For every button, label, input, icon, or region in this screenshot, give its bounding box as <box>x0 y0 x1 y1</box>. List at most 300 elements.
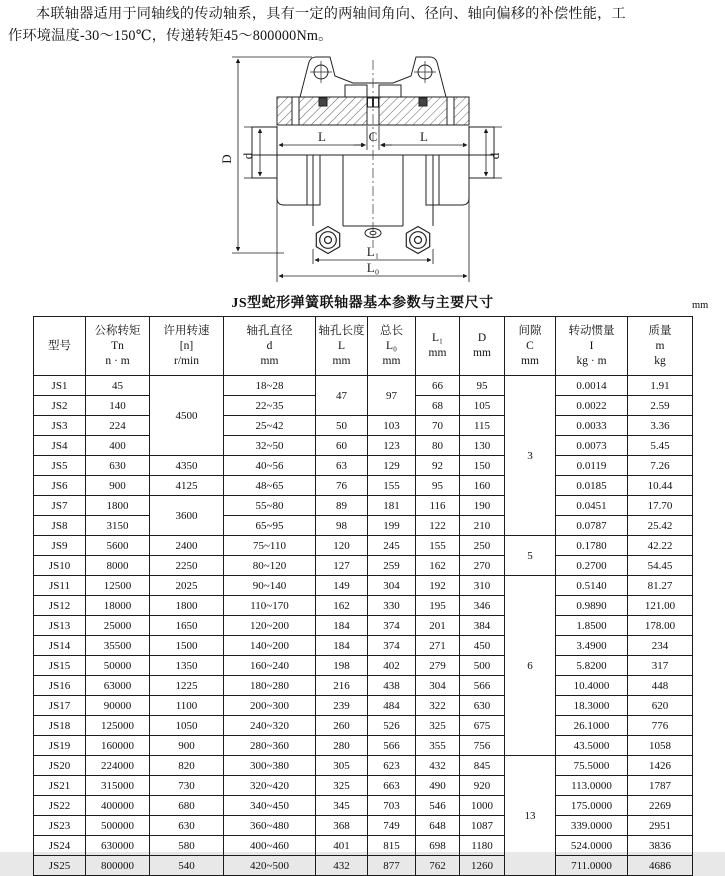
cell-model: JS17 <box>34 696 86 716</box>
cell-m: 448 <box>628 676 693 696</box>
cell-model: JS5 <box>34 456 86 476</box>
cell-n: 1800 <box>150 596 224 616</box>
col-header-model: 型号 <box>34 317 86 376</box>
cell-L: 305 <box>316 756 368 776</box>
cell-L: 47 <box>316 376 368 416</box>
dim-label-L-right: L <box>420 129 428 144</box>
cell-d: 110~170 <box>224 596 316 616</box>
cell-model: JS11 <box>34 576 86 596</box>
cell-m: 17.70 <box>628 496 693 516</box>
dim-label-D: D <box>219 154 234 164</box>
cell-model: JS22 <box>34 796 86 816</box>
cell-L1: 762 <box>416 856 460 876</box>
table-row <box>34 776 693 796</box>
cell-tn: 25000 <box>86 616 150 636</box>
table-row <box>34 616 693 636</box>
cell-d: 55~80 <box>224 496 316 516</box>
table-row <box>34 656 693 676</box>
cell-L1: 80 <box>416 436 460 456</box>
cell-n: 730 <box>150 776 224 796</box>
cell-n: 820 <box>150 756 224 776</box>
table-row <box>34 736 693 756</box>
cell-L1: 192 <box>416 576 460 596</box>
cell-tn: 1800 <box>86 496 150 516</box>
col-header-bore-len: 轴孔长度 L mm <box>316 317 368 376</box>
cell-m: 1787 <box>628 776 693 796</box>
cell-L0: 623 <box>368 756 416 776</box>
cell-L0: 97 <box>368 376 416 416</box>
table-row <box>34 676 693 696</box>
cell-I: 0.0451 <box>556 496 628 516</box>
table-row <box>34 416 693 436</box>
cell-m: 54.45 <box>628 556 693 576</box>
cell-I: 0.0185 <box>556 476 628 496</box>
cell-m: 7.26 <box>628 456 693 476</box>
cell-d: 280~360 <box>224 736 316 756</box>
cell-n: 3600 <box>150 496 224 536</box>
cell-m: 42.22 <box>628 536 693 556</box>
cell-m: 620 <box>628 696 693 716</box>
cell-tn: 224000 <box>86 756 150 776</box>
cell-I: 75.5000 <box>556 756 628 776</box>
table-row <box>34 476 693 496</box>
dim-label-L-left: L <box>318 129 326 144</box>
col-header-total-len: 总长 L₀ mm <box>368 317 416 376</box>
cell-m: 776 <box>628 716 693 736</box>
cell-tn: 400000 <box>86 796 150 816</box>
table-row <box>34 596 693 616</box>
cell-model: JS19 <box>34 736 86 756</box>
cell-tn: 12500 <box>86 576 150 596</box>
cell-m: 2269 <box>628 796 693 816</box>
cell-tn: 400 <box>86 436 150 456</box>
table-row <box>34 716 693 736</box>
cell-n: 1225 <box>150 676 224 696</box>
col-header-speed: 许用转速 [n] r/min <box>150 317 224 376</box>
cell-tn: 3150 <box>86 516 150 536</box>
table-row <box>34 836 693 856</box>
cell-L0: 129 <box>368 456 416 476</box>
cell-model: JS21 <box>34 776 86 796</box>
cell-D: 190 <box>460 496 505 516</box>
cell-I: 0.2700 <box>556 556 628 576</box>
cell-I: 0.5140 <box>556 576 628 596</box>
cell-I: 43.5000 <box>556 736 628 756</box>
cell-I: 0.0033 <box>556 416 628 436</box>
cell-tn: 90000 <box>86 696 150 716</box>
cell-D: 384 <box>460 616 505 636</box>
cell-L: 280 <box>316 736 368 756</box>
cell-L: 184 <box>316 636 368 656</box>
cell-D: 210 <box>460 516 505 536</box>
cell-I: 711.0000 <box>556 856 628 876</box>
cell-D: 500 <box>460 656 505 676</box>
cell-tn: 800000 <box>86 856 150 876</box>
cell-model: JS2 <box>34 396 86 416</box>
dim-label-L0: L₀ <box>366 260 380 275</box>
cell-tn: 630 <box>86 456 150 476</box>
cell-I: 0.0073 <box>556 436 628 456</box>
dim-label-d-left: d <box>240 152 255 160</box>
seal-right <box>419 98 427 106</box>
cell-I: 1.8500 <box>556 616 628 636</box>
cell-L1: 70 <box>416 416 460 436</box>
intro-line-2: 作环境温度-30～150℃，传递转矩45～800000Nm。 <box>8 27 333 44</box>
cell-d: 25~42 <box>224 416 316 436</box>
shaft-left <box>252 127 277 178</box>
cell-D: 450 <box>460 636 505 656</box>
col-header-inertia: 转动惯量 I kg · m <box>556 317 628 376</box>
cell-model: JS12 <box>34 596 86 616</box>
cell-L1: 66 <box>416 376 460 396</box>
bolt-right <box>406 227 429 254</box>
cell-n: 630 <box>150 816 224 836</box>
col-header-bore-dia: 轴孔直径 d mm <box>224 317 316 376</box>
cell-D: 160 <box>460 476 505 496</box>
cell-model: JS8 <box>34 516 86 536</box>
cell-D: 675 <box>460 716 505 736</box>
cell-L: 345 <box>316 796 368 816</box>
cell-m: 1058 <box>628 736 693 756</box>
shaft-right <box>469 127 494 178</box>
cell-tn: 630000 <box>86 836 150 856</box>
bolt-left <box>316 227 339 254</box>
cell-L1: 95 <box>416 476 460 496</box>
cell-model: JS9 <box>34 536 86 556</box>
table-row <box>34 376 693 396</box>
cell-D: 630 <box>460 696 505 716</box>
table-row <box>34 816 693 836</box>
cell-C: 6 <box>505 576 556 756</box>
cell-m: 178.00 <box>628 616 693 636</box>
cell-d: 120~200 <box>224 616 316 636</box>
cell-L0: 566 <box>368 736 416 756</box>
table-row <box>34 456 693 476</box>
cell-model: JS15 <box>34 656 86 676</box>
cell-L: 76 <box>316 476 368 496</box>
intro-paragraph <box>8 4 718 47</box>
cell-n: 2025 <box>150 576 224 596</box>
cell-I: 0.0014 <box>556 376 628 396</box>
cell-m: 4686 <box>628 856 693 876</box>
table-row <box>34 516 693 536</box>
cell-L0: 374 <box>368 636 416 656</box>
cell-m: 81.27 <box>628 576 693 596</box>
table-row <box>34 796 693 816</box>
cell-model: JS3 <box>34 416 86 436</box>
cell-I: 113.0000 <box>556 776 628 796</box>
cell-L0: 438 <box>368 676 416 696</box>
cell-m: 1426 <box>628 756 693 776</box>
unit-note: mm <box>692 300 709 311</box>
cell-tn: 8000 <box>86 556 150 576</box>
cell-model: JS4 <box>34 436 86 456</box>
cell-n: 540 <box>150 856 224 876</box>
cell-model: JS1 <box>34 376 86 396</box>
cell-L1: 116 <box>416 496 460 516</box>
cell-D: 1087 <box>460 816 505 836</box>
dim-label-L1: L₁ <box>366 244 380 259</box>
col-header-torque: 公称转矩 Tn n · m <box>86 317 150 376</box>
cell-L: 50 <box>316 416 368 436</box>
table-row <box>34 696 693 716</box>
cell-d: 75~110 <box>224 536 316 556</box>
cell-L0: 815 <box>368 836 416 856</box>
cell-model: JS13 <box>34 616 86 636</box>
cell-I: 0.0119 <box>556 456 628 476</box>
cell-D: 1000 <box>460 796 505 816</box>
cell-L: 63 <box>316 456 368 476</box>
table-row <box>34 576 693 596</box>
cell-m: 2.59 <box>628 396 693 416</box>
cell-n: 900 <box>150 736 224 756</box>
cell-D: 346 <box>460 596 505 616</box>
cell-n: 1650 <box>150 616 224 636</box>
cell-L0: 330 <box>368 596 416 616</box>
cell-tn: 900 <box>86 476 150 496</box>
cell-L: 98 <box>316 516 368 536</box>
cell-L1: 304 <box>416 676 460 696</box>
table-row <box>34 636 693 656</box>
cell-m: 3836 <box>628 836 693 856</box>
cell-tn: 63000 <box>86 676 150 696</box>
cell-L1: 92 <box>416 456 460 476</box>
cell-d: 360~480 <box>224 816 316 836</box>
cell-I: 524.0000 <box>556 836 628 856</box>
cell-tn: 35500 <box>86 636 150 656</box>
cell-L0: 181 <box>368 496 416 516</box>
cell-L0: 877 <box>368 856 416 876</box>
cell-L1: 271 <box>416 636 460 656</box>
cell-L0: 526 <box>368 716 416 736</box>
cell-d: 200~300 <box>224 696 316 716</box>
cell-n: 1350 <box>150 656 224 676</box>
cell-d: 320~420 <box>224 776 316 796</box>
cell-L1: 698 <box>416 836 460 856</box>
table-row <box>34 756 693 776</box>
cell-L0: 259 <box>368 556 416 576</box>
cell-model: JS16 <box>34 676 86 696</box>
cell-d: 65~95 <box>224 516 316 536</box>
cell-L0: 402 <box>368 656 416 676</box>
cell-tn: 125000 <box>86 716 150 736</box>
cell-tn: 315000 <box>86 776 150 796</box>
cell-D: 845 <box>460 756 505 776</box>
cell-tn: 500000 <box>86 816 150 836</box>
table-row <box>34 436 693 456</box>
cell-model: JS10 <box>34 556 86 576</box>
cell-D: 95 <box>460 376 505 396</box>
cell-tn: 5600 <box>86 536 150 556</box>
cell-model: JS7 <box>34 496 86 516</box>
cell-tn: 50000 <box>86 656 150 676</box>
cell-L1: 195 <box>416 596 460 616</box>
cell-D: 1180 <box>460 836 505 856</box>
cell-L: 127 <box>316 556 368 576</box>
cell-C: 3 <box>505 376 556 536</box>
cell-L: 239 <box>316 696 368 716</box>
cell-L0: 484 <box>368 696 416 716</box>
cell-model: JS18 <box>34 716 86 736</box>
cell-D: 1260 <box>460 856 505 876</box>
cell-n: 1050 <box>150 716 224 736</box>
cell-L: 401 <box>316 836 368 856</box>
cell-m: 234 <box>628 636 693 656</box>
cell-L1: 155 <box>416 536 460 556</box>
cell-n: 4350 <box>150 456 224 476</box>
cell-D: 150 <box>460 456 505 476</box>
cell-I: 175.0000 <box>556 796 628 816</box>
cell-model: JS14 <box>34 636 86 656</box>
cell-n: 4125 <box>150 476 224 496</box>
cell-L0: 123 <box>368 436 416 456</box>
cell-n: 1500 <box>150 636 224 656</box>
cell-model: JS20 <box>34 756 86 776</box>
cell-L: 216 <box>316 676 368 696</box>
cell-I: 0.1780 <box>556 536 628 556</box>
cell-L: 368 <box>316 816 368 836</box>
cell-L0: 703 <box>368 796 416 816</box>
dim-label-C: C <box>368 129 378 144</box>
cell-L0: 103 <box>368 416 416 436</box>
cell-d: 48~65 <box>224 476 316 496</box>
cell-d: 160~240 <box>224 656 316 676</box>
cell-tn: 140 <box>86 396 150 416</box>
cell-L: 120 <box>316 536 368 556</box>
cell-D: 130 <box>460 436 505 456</box>
cell-d: 18~28 <box>224 376 316 396</box>
col-header-L1: L₁ mm <box>416 317 460 376</box>
cell-I: 26.1000 <box>556 716 628 736</box>
cell-L1: 162 <box>416 556 460 576</box>
cell-m: 2951 <box>628 816 693 836</box>
cell-model: JS23 <box>34 816 86 836</box>
cell-D: 920 <box>460 776 505 796</box>
cell-L1: 201 <box>416 616 460 636</box>
cell-d: 40~56 <box>224 456 316 476</box>
cell-m: 10.44 <box>628 476 693 496</box>
header-row <box>34 317 693 376</box>
cell-L1: 546 <box>416 796 460 816</box>
coupling-drawing <box>180 52 555 290</box>
cell-L0: 199 <box>368 516 416 536</box>
sleeve-right <box>426 155 469 205</box>
cell-tn: 45 <box>86 376 150 396</box>
table-row <box>34 856 693 876</box>
cell-d: 90~140 <box>224 576 316 596</box>
table-title: JS型蛇形弹簧联轴器基本参数与主要尺寸 <box>231 296 494 311</box>
cell-L1: 325 <box>416 716 460 736</box>
col-header-gap: 间隙 C mm <box>505 317 556 376</box>
cell-d: 300~380 <box>224 756 316 776</box>
cell-model: JS25 <box>34 856 86 876</box>
col-header-mass: 质量 m kg <box>628 317 693 376</box>
cell-L0: 304 <box>368 576 416 596</box>
cell-model: JS6 <box>34 476 86 496</box>
cell-I: 0.0022 <box>556 396 628 416</box>
sleeve-left <box>277 155 320 205</box>
cell-model: JS24 <box>34 836 86 856</box>
cell-D: 310 <box>460 576 505 596</box>
cell-n: 680 <box>150 796 224 816</box>
cell-L: 149 <box>316 576 368 596</box>
cell-n: 1100 <box>150 696 224 716</box>
cell-d: 22~35 <box>224 396 316 416</box>
cell-L0: 245 <box>368 536 416 556</box>
cell-L: 184 <box>316 616 368 636</box>
cell-n: 2250 <box>150 556 224 576</box>
cell-I: 339.0000 <box>556 816 628 836</box>
col-header-D: D mm <box>460 317 505 376</box>
cell-n: 2400 <box>150 536 224 556</box>
cell-I: 5.8200 <box>556 656 628 676</box>
table-row <box>34 496 693 516</box>
cell-I: 0.0787 <box>556 516 628 536</box>
table-row <box>34 536 693 556</box>
cell-D: 756 <box>460 736 505 756</box>
cell-D: 115 <box>460 416 505 436</box>
cell-m: 3.36 <box>628 416 693 436</box>
spec-table <box>33 316 693 876</box>
cell-I: 0.9890 <box>556 596 628 616</box>
cell-d: 240~320 <box>224 716 316 736</box>
cell-I: 18.3000 <box>556 696 628 716</box>
cell-m: 25.42 <box>628 516 693 536</box>
cell-m: 317 <box>628 656 693 676</box>
cell-C: 5 <box>505 536 556 576</box>
cell-L: 325 <box>316 776 368 796</box>
cell-L0: 374 <box>368 616 416 636</box>
cell-L: 60 <box>316 436 368 456</box>
cell-d: 180~280 <box>224 676 316 696</box>
spec-table-body <box>34 376 693 876</box>
cell-C: 13 <box>505 756 556 876</box>
cell-n: 580 <box>150 836 224 856</box>
cell-d: 420~500 <box>224 856 316 876</box>
cell-L1: 432 <box>416 756 460 776</box>
cell-L: 89 <box>316 496 368 516</box>
cell-D: 566 <box>460 676 505 696</box>
cell-L1: 648 <box>416 816 460 836</box>
cell-D: 105 <box>460 396 505 416</box>
cell-L1: 490 <box>416 776 460 796</box>
cell-tn: 18000 <box>86 596 150 616</box>
cell-L0: 663 <box>368 776 416 796</box>
dim-label-d-right: d <box>487 152 502 160</box>
cell-D: 270 <box>460 556 505 576</box>
cell-L: 198 <box>316 656 368 676</box>
seal-left <box>319 98 327 106</box>
cell-L1: 279 <box>416 656 460 676</box>
table-row <box>34 556 693 576</box>
cell-L: 260 <box>316 716 368 736</box>
cell-L1: 322 <box>416 696 460 716</box>
cell-I: 10.4000 <box>556 676 628 696</box>
cell-L1: 355 <box>416 736 460 756</box>
cell-I: 3.4900 <box>556 636 628 656</box>
cell-d: 140~200 <box>224 636 316 656</box>
cell-m: 5.45 <box>628 436 693 456</box>
cell-tn: 224 <box>86 416 150 436</box>
cell-tn: 160000 <box>86 736 150 756</box>
cell-d: 80~120 <box>224 556 316 576</box>
cell-L: 432 <box>316 856 368 876</box>
cell-d: 340~450 <box>224 796 316 816</box>
cell-D: 250 <box>460 536 505 556</box>
cell-L: 162 <box>316 596 368 616</box>
cell-L1: 122 <box>416 516 460 536</box>
cell-m: 121.00 <box>628 596 693 616</box>
